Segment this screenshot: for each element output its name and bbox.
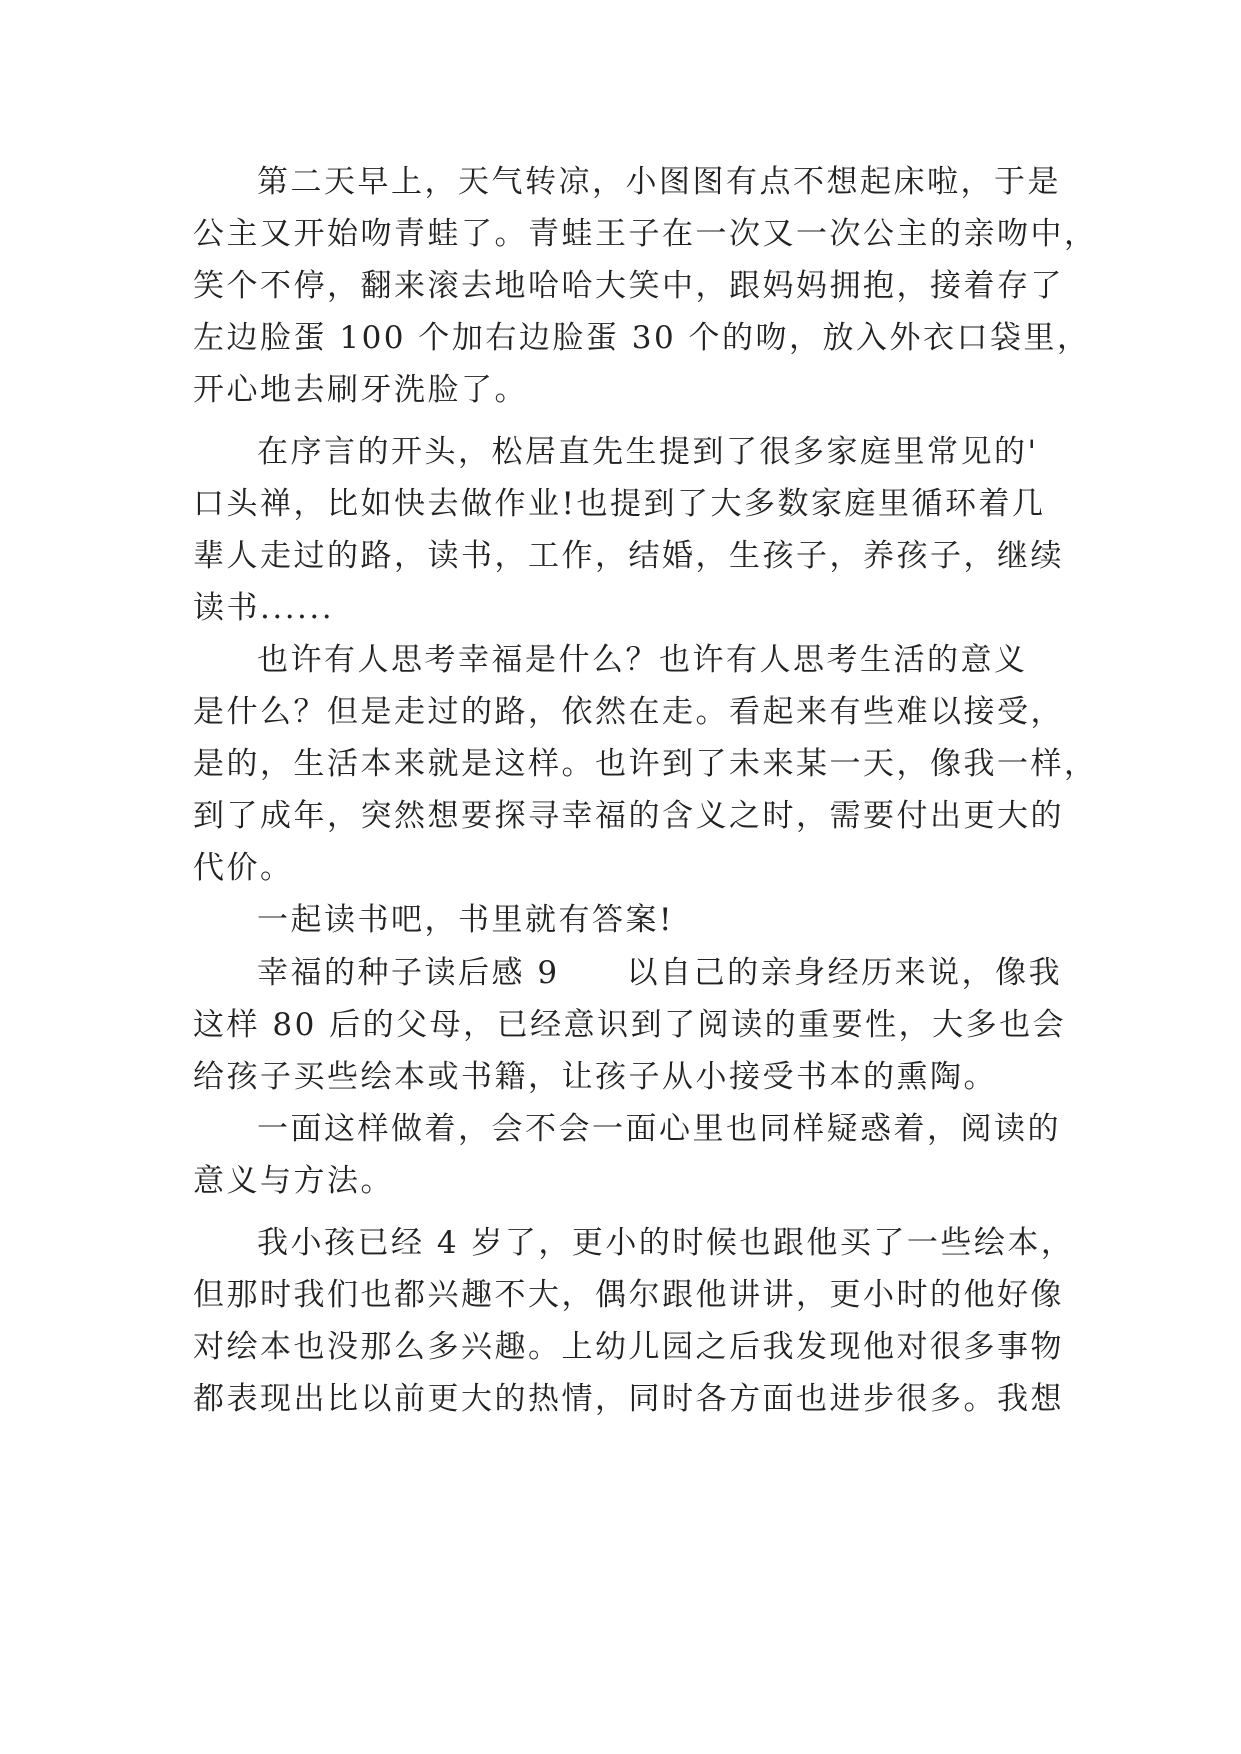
text-line: 辈人走过的路，读书，工作，结婚，生孩子，养孩子，继续 [193, 538, 1064, 574]
text-line: 第二天早上，天气转凉，小图图有点不想起床啦，于是 [257, 164, 1061, 200]
text-line: 我小孩已经 4 岁了，更小的时候也跟他买了一些绘本， [257, 1225, 1075, 1261]
text-line: 对绘本也没那么多兴趣。上幼儿园之后我发现他对很多事物 [193, 1329, 1064, 1365]
text-line: 开心地去刷牙洗脸了。 [193, 372, 528, 408]
text-line: 幸福的种子读后感 9 以自己的亲身经历来说，像我 [257, 955, 1063, 991]
text-line: 到了成年，突然想要探寻幸福的含义之时，需要付出更大的 [193, 798, 1064, 834]
text-line: 在序言的开头，松居直先生提到了很多家庭里常见的' [257, 434, 1039, 470]
text-line: 都表现出比以前更大的热情，同时各方面也进步很多。我想 [193, 1381, 1064, 1417]
text-line: 一起读书吧，书里就有答案! [257, 902, 674, 938]
text-line: 这样 80 后的父母，已经意识到了阅读的重要性，大多也会 [193, 1007, 1067, 1043]
text-line: 公主又开始吻青蛙了。青蛙王子在一次又一次公主的亲吻中， [193, 216, 1098, 252]
text-line: 口头禅，比如快去做作业!也提到了大多数家庭里循环着几 [193, 486, 1046, 522]
text-line: 是什么？但是走过的路，依然在走。看起来有些难以接受， [193, 694, 1064, 730]
text-line: 读书...... [193, 590, 335, 626]
text-line: 代价。 [193, 850, 294, 886]
text-line: 也许有人思考幸福是什么？也许有人思考生活的意义 [257, 642, 1028, 678]
text-line: 笑个不停，翻来滚去地哈哈大笑中，跟妈妈拥抱，接着存了 [193, 268, 1064, 304]
text-line: 给孩子买些绘本或书籍，让孩子从小接受书本的熏陶。 [193, 1059, 997, 1095]
text-line: 左边脸蛋 100 个加右边脸蛋 30 个的吻，放入外衣口袋里， [193, 320, 1091, 356]
text-line: 一面这样做着，会不会一面心里也同样疑惑着，阅读的 [257, 1111, 1061, 1147]
text-line: 意义与方法。 [193, 1163, 394, 1199]
text-line: 但那时我们也都兴趣不大，偶尔跟他讲讲，更小时的他好像 [193, 1277, 1064, 1313]
text-line: 是的，生活本来就是这样。也许到了未来某一天，像我一样， [193, 746, 1098, 782]
